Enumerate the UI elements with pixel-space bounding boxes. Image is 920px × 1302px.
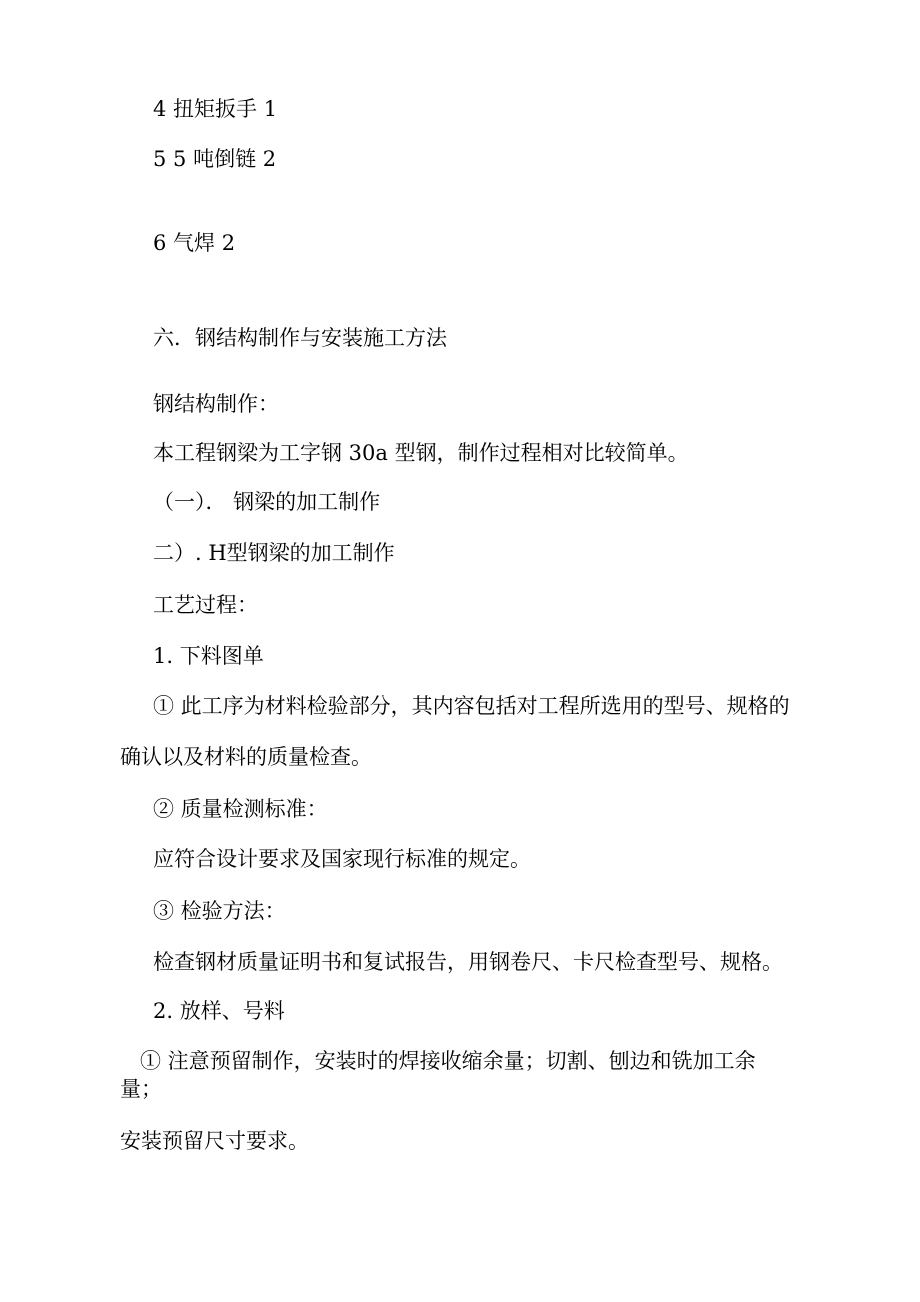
- paragraph-inspection-1-continued: 确认以及材料的质量检查。: [120, 745, 372, 769]
- subheading-h-beam-processing: 二）. H型钢梁的加工制作: [153, 541, 395, 565]
- paragraph-installation-requirement: 安装预留尺寸要求。: [120, 1129, 309, 1153]
- paragraph-project-beam: 本工程钢梁为工字钢 30a 型钢，制作过程相对比较简单。: [153, 441, 689, 465]
- paragraph-standard-compliance: 应符合设计要求及国家现行标准的规定。: [153, 847, 531, 871]
- paragraph-quality-standard: ② 质量检测标准：: [153, 797, 328, 821]
- subheading-fabrication: 钢结构制作：: [153, 392, 279, 416]
- equipment-item-torque-wrench: 4 扭矩扳手 1: [153, 97, 278, 121]
- paragraph-inspection-1: ① 此工序为材料检验部分，其内容包括对工程所选用的型号、规格的: [153, 694, 790, 718]
- paragraph-inspection-method-detail: 检查钢材质量证明书和复试报告，用钢卷尺、卡尺检查型号、规格。: [153, 950, 783, 974]
- equipment-item-chain-hoist: 5 5 吨倒链 2: [153, 147, 277, 171]
- equipment-item-gas-welding: 6 气焊 2: [153, 231, 236, 255]
- step-1-heading: 1. 下料图单: [153, 644, 264, 668]
- paragraph-allowance-continued: 量；: [120, 1077, 162, 1101]
- subheading-beam-processing: （一）． 钢梁的加工制作: [153, 490, 381, 514]
- step-2-heading: 2. 放样、号料: [153, 999, 285, 1023]
- paragraph-inspection-method: ③ 检验方法：: [153, 899, 286, 923]
- paragraph-allowance: ① 注意预留制作，安装时的焊接收缩余量；切割、刨边和铣加工余: [140, 1049, 756, 1073]
- section-heading-steel-structure: 六．钢结构制作与安装施工方法: [153, 326, 447, 350]
- subheading-process: 工艺过程：: [153, 593, 258, 617]
